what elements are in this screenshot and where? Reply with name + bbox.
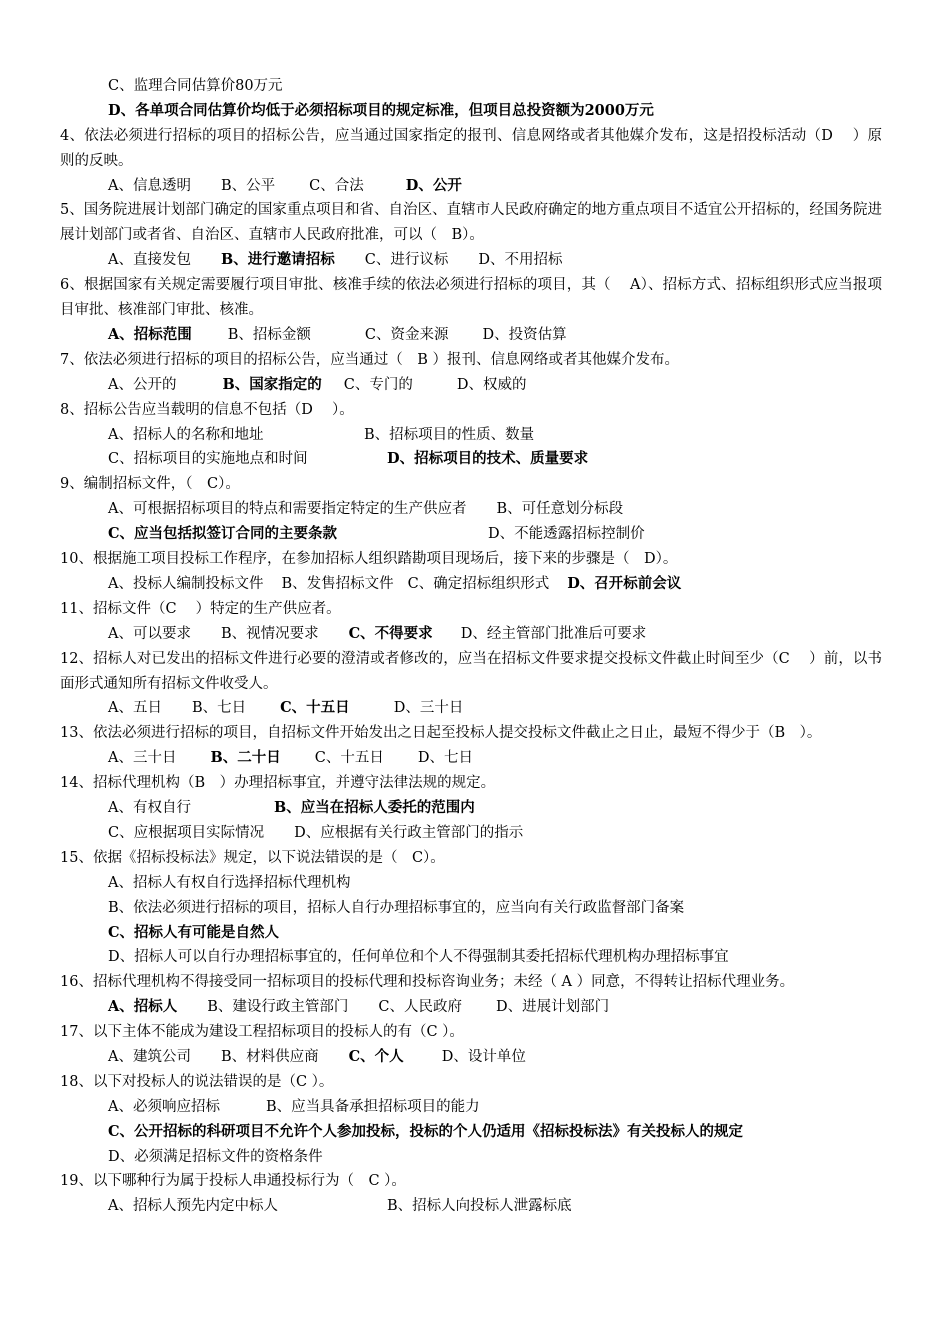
answer-option: B、进行邀请招标 [220, 251, 335, 269]
answer-option: D、招标项目的技术、质量要求 [387, 450, 589, 468]
option: C、监理合同估算价80万元 [108, 78, 283, 94]
option-line [60, 896, 882, 921]
question-text: 10、根据施工项目投标工作程序，在参加招标人组织踏勘项目现场后，接下来的步骤是（ D）。 [60, 551, 678, 568]
option-line [60, 921, 882, 946]
option: C、确定招标组织形式 [407, 575, 550, 592]
question-list [60, 74, 882, 1219]
option: B、发售招标文件 [281, 575, 394, 592]
option-line [60, 945, 882, 970]
answer-option: B、国家指定的 [222, 375, 322, 393]
option: D、权威的 [456, 376, 527, 393]
option: D、进展计划部门 [496, 999, 610, 1016]
option-line [60, 423, 882, 448]
option: A、可根据招标项目的特点和需要指定特定的生产供应者 [108, 501, 467, 518]
option: B、材料供应商 [220, 1049, 319, 1066]
option: D、不用招标 [478, 252, 563, 269]
option-line [60, 1095, 882, 1120]
option: B、建设行政主管部门 [207, 999, 349, 1016]
option: D、设计单位 [441, 1049, 526, 1066]
option: B、七日 [191, 700, 247, 717]
option: D、招标人可以自行办理招标事宜的，任何单位和个人不得强制其委托招标代理机构办理招标事宜 [108, 949, 729, 966]
option: B、视情况要求 [220, 625, 319, 642]
option-line [60, 373, 882, 398]
option: B、依法必须进行招标的项目，招标人自行办理招标事宜的，应当向有关行政监督部门备案 [108, 899, 685, 916]
question-text: 19、以下哪种行为属于投标人串通投标行为（ C ）。 [60, 1173, 406, 1190]
option-line [60, 248, 882, 273]
option: A、有权自行 [108, 800, 191, 817]
option: C、合法 [309, 177, 364, 194]
question-text: 4、依法必须进行招标的项目的招标公告，应当通过国家指定的报刊、信息网络或者其他媒介发布，这是招投标活动（D ）原则的反映。 [60, 127, 882, 169]
question-text: 5、国务院进展计划部门确定的国家重点项目和省、自治区、直辖市人民政府确定的地方重点项目不适宜公开招标的，经国务院进展计划部门或者省、自治区、直辖市人民政府批准，可以（ B）。 [60, 202, 882, 244]
option-line [60, 74, 882, 99]
question-text: 11、招标文件（C ）特定的生产供应者。 [60, 600, 341, 617]
answer-option: C、应当包括拟签订合同的主要条款 [108, 525, 338, 543]
answer-option: D、各单项合同估算价均低于必须招标项目的规定标准，但项目总投资额为2000万元 [108, 101, 654, 119]
option-line [60, 1145, 882, 1170]
option-line [60, 522, 882, 547]
question-text: 6、根据国家有关规定需要履行项目审批、核准手续的依法必须进行招标的项目，其（ A）、招标方式、招标组织形式应当报项目审批、核准部门审批、核准。 [60, 277, 882, 319]
option: D、三十日 [393, 700, 464, 717]
option-line [60, 497, 882, 522]
question-text: 15、依据《招标投标法》规定，以下说法错误的是（ C）。 [60, 849, 445, 866]
question-text: 16、招标代理机构不得接受同一招标项目的投标代理和投标咨询业务；未经（ A ）同意，不得转让招标代理业务。 [60, 974, 795, 991]
option-line [60, 622, 882, 647]
option-line [60, 696, 882, 721]
answer-option: C、公开招标的科研项目不允许个人参加投标，投标的个人仍适用《招标投标法》有关投标人的规定 [108, 1122, 744, 1140]
answer-option: D、召开标前会议 [567, 574, 682, 592]
option: A、建筑公司 [108, 1049, 191, 1066]
option: A、公开的 [108, 376, 177, 393]
option-line [60, 995, 882, 1020]
question-text: 14、招标代理机构（B ）办理招标事宜，并遵守法律法规的规定。 [60, 775, 496, 792]
answer-option: B、应当在招标人委托的范围内 [274, 799, 475, 817]
option: D、必须满足招标文件的资格条件 [108, 1148, 323, 1165]
option: C、十五日 [314, 750, 384, 767]
option: C、应根据项目实际情况 [108, 824, 265, 841]
question-text: 9、编制招标文件，（ C）。 [60, 476, 240, 493]
option-line [60, 1194, 882, 1219]
answer-option: C、十五日 [280, 699, 350, 717]
option: A、信息透明 [108, 177, 191, 194]
answer-option: C、个人 [348, 1048, 404, 1066]
option: A、招标人的名称和地址 [108, 426, 264, 443]
option: A、必须响应招标 [108, 1098, 220, 1115]
option: C、招标项目的实施地点和时间 [108, 451, 308, 468]
option: C、进行议标 [364, 252, 449, 269]
option: A、五日 [108, 700, 162, 717]
option: B、应当具备承担招标项目的能力 [265, 1098, 480, 1115]
answer-option: A、招标范围 [108, 326, 192, 343]
option: A、直接发包 [108, 252, 191, 269]
option: D、投资估算 [482, 327, 567, 343]
answer-option: C、招标人有可能是自然人 [108, 923, 280, 941]
option-line [60, 323, 882, 348]
option-line [60, 871, 882, 896]
answer-option: D、公开 [405, 176, 462, 194]
option-line [60, 1120, 882, 1145]
option: A、招标人有权自行选择招标代理机构 [108, 874, 351, 891]
question-text: 18、以下对投标人的说法错误的是（C ）。 [60, 1073, 334, 1090]
option: A、三十日 [108, 750, 177, 767]
option: B、可任意划分标段 [496, 501, 624, 518]
option: C、人民政府 [378, 999, 463, 1016]
question-text: 13、依法必须进行招标的项目，自招标文件开始发出之日起至投标人提交投标文件截止之日止，最短不得少于（B ）。 [60, 725, 822, 742]
option-line [60, 447, 882, 472]
option: A、投标人编制投标文件 [108, 575, 264, 592]
option-line [60, 821, 882, 846]
option-line [60, 1045, 882, 1070]
question-text: 7、依法必须进行招标的项目的招标公告，应当通过（ B ）报刊、信息网络或者其他媒介发布。 [60, 351, 679, 368]
option-line [60, 746, 882, 771]
option: A、招标人预先内定中标人 [108, 1198, 278, 1215]
option-line [60, 174, 882, 199]
question-text: 8、招标公告应当载明的信息不包括（D ）。 [60, 401, 354, 418]
answer-option: B、二十日 [210, 749, 281, 767]
option-line [60, 572, 882, 597]
option: D、经主管部门批准后可要求 [460, 625, 647, 642]
option: B、招标项目的性质、数量 [364, 426, 535, 443]
question-text: 12、招标人对已发出的招标文件进行必要的澄清或者修改的，应当在招标文件要求提交投标文件截止时间至少（C ）前，以书面形式通知所有招标文件收受人。 [60, 650, 882, 692]
option: A、可以要求 [108, 625, 191, 642]
option: D、七日 [417, 750, 473, 767]
option: D、应根据有关行政主管部门的指示 [294, 824, 524, 841]
option-line [60, 796, 882, 821]
option: C、专门的 [343, 376, 413, 393]
answer-option: A、招标人 [108, 998, 178, 1016]
option-line [60, 99, 882, 124]
answer-option: C、不得要求 [348, 624, 433, 642]
option: B、招标金额 [227, 327, 311, 343]
option: C、资金来源 [364, 327, 449, 343]
option: D、不能透露招标控制价 [488, 526, 645, 543]
option: B、招标人向投标人泄露标底 [387, 1198, 572, 1215]
option: B、公平 [220, 177, 276, 194]
question-text: 17、以下主体不能成为建设工程招标项目的投标人的有（C ）。 [60, 1024, 464, 1041]
